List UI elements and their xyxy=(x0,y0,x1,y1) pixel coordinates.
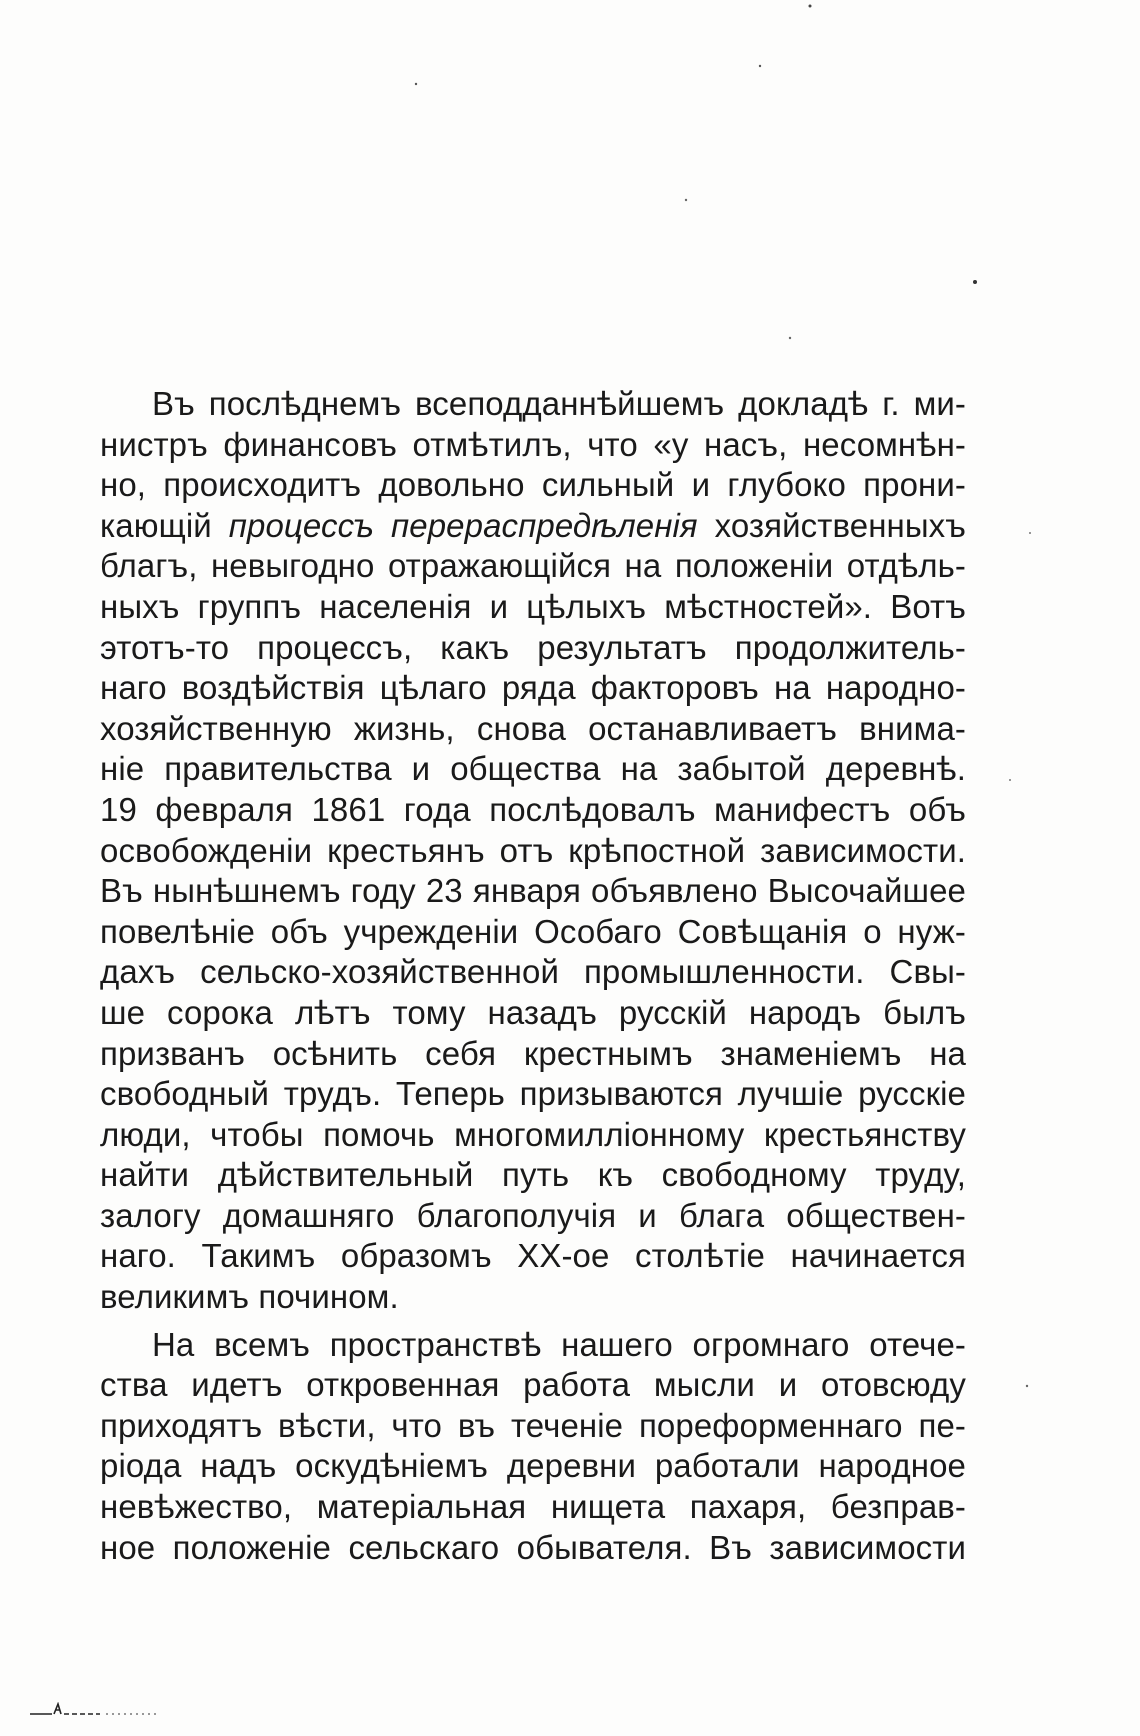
text-line xyxy=(100,1074,966,1115)
text-segment: великимъ почином. xyxy=(100,1278,399,1316)
text-line xyxy=(100,1487,966,1528)
text-line xyxy=(100,1277,966,1318)
text-segment: Въ послѣднемъ всеподданнѣйшемъ докладѣ г. ми- xyxy=(152,385,966,422)
text-line xyxy=(100,912,966,953)
text-line xyxy=(100,1236,966,1277)
text-line xyxy=(100,1365,966,1406)
text-line xyxy=(100,993,966,1034)
text-segment: кающій xyxy=(100,506,229,544)
body-text xyxy=(100,384,966,1568)
text-segment: ныхъ группъ населенія и цѣлыхъ мѣстностей». Вотъ xyxy=(100,587,966,625)
text-segment: приходятъ вѣсти, что въ теченіе пореформеннаго пе- xyxy=(100,1406,966,1444)
text-segment: ріода надъ оскудѣніемъ деревни работали народное xyxy=(100,1447,966,1485)
text-line xyxy=(100,1034,966,1075)
text-segment: найти дѣйствительный путь къ свободному труду, xyxy=(100,1156,966,1194)
text-line xyxy=(100,1528,966,1569)
text-line xyxy=(100,1406,966,1447)
text-segment: освобожденіи крестьянъ отъ крѣпостной зависимости. xyxy=(100,831,966,869)
text-segment: хозяйственныхъ xyxy=(697,506,966,544)
text-segment: но, происходитъ довольно сильный и глубоко прони- xyxy=(100,466,966,504)
text-line xyxy=(100,384,966,425)
text-line xyxy=(100,425,966,466)
text-segment: 19 февраля 1861 года послѣдовалъ манифестъ объ xyxy=(100,790,966,828)
text-segment: невѣжество, матеріальная нищета пахаря, безправ- xyxy=(100,1488,966,1526)
text-segment: ства идетъ откровенная работа мысли и отовсюду xyxy=(100,1366,966,1404)
text-line xyxy=(100,668,966,709)
paragraph-gap xyxy=(100,1318,966,1325)
text-line xyxy=(100,952,966,993)
text-line xyxy=(100,1155,966,1196)
italic-phrase: процессъ перераспредѣленія xyxy=(228,506,698,544)
text-line xyxy=(100,1446,966,1487)
text-segment: ное положеніе сельскаго обывателя. Въ зависимости xyxy=(100,1528,966,1566)
text-segment: наго воздѣйствія цѣлаго ряда факторовъ на народно- xyxy=(100,669,966,707)
text-segment: этотъ-то процессъ, какъ результатъ продолжитель- xyxy=(100,628,966,666)
text-line xyxy=(100,1115,966,1156)
text-segment: люди, чтобы помочь многомилліонному крестьянству xyxy=(100,1115,966,1153)
text-segment: наго. Такимъ образомъ XX-ое столѣтіе начинается xyxy=(100,1237,966,1275)
text-segment: Въ нынѣшнемъ году 23 января объявлено Высочайшее xyxy=(100,872,966,910)
text-segment: нистръ финансовъ отмѣтилъ, что «у насъ, несомнѣн- xyxy=(100,425,966,463)
text-segment: ше сорока лѣтъ тому назадъ русскій народъ былъ xyxy=(100,993,966,1031)
text-line xyxy=(100,831,966,872)
text-line xyxy=(100,790,966,831)
text-line xyxy=(100,465,966,506)
text-segment: свободный трудъ. Теперь призываются лучшіе русскіе xyxy=(100,1075,966,1113)
text-segment: залогу домашняго благополучія и блага обществен- xyxy=(100,1196,966,1234)
footer-scan-mark xyxy=(30,1702,160,1716)
text-line xyxy=(100,506,966,547)
text-segment: благъ, невыгодно отражающійся на положеніи отдѣль- xyxy=(100,547,966,585)
text-segment: ніе правительства и общества на забытой деревнѣ. xyxy=(100,750,966,788)
text-line xyxy=(100,628,966,669)
text-line xyxy=(100,1196,966,1237)
text-segment: хозяйственную жизнь, снова останавливаетъ внима- xyxy=(100,709,966,747)
text-segment: дахъ сельско-хозяйственной промышленности. Свы- xyxy=(100,953,966,991)
text-line xyxy=(100,749,966,790)
text-line xyxy=(100,587,966,628)
text-line xyxy=(100,546,966,587)
text-line xyxy=(100,709,966,750)
text-line xyxy=(100,1325,966,1366)
text-line xyxy=(100,871,966,912)
text-segment: призванъ осѣнить себя крестнымъ знаменіемъ на xyxy=(100,1034,966,1072)
text-segment: повелѣніе объ учрежденіи Особаго Совѣщанія о нуж- xyxy=(100,912,966,950)
text-segment: На всемъ пространствѣ нашего огромнаго отече- xyxy=(152,1325,966,1363)
